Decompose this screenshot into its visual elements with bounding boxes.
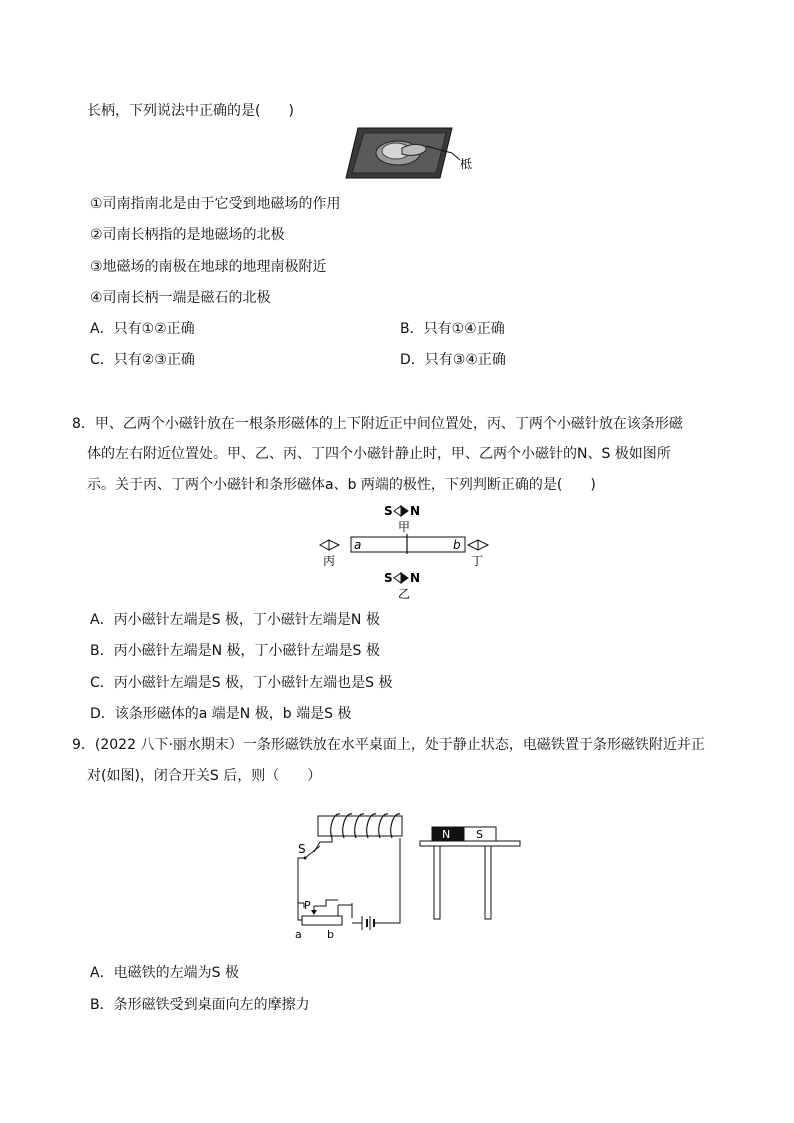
bar-magnet: [351, 537, 465, 552]
sinan-figure: [340, 124, 485, 184]
compass-jia-s: S: [384, 504, 393, 518]
slider-label: P: [304, 899, 311, 912]
q9-option-a[interactable]: A．电磁铁的左端为S 极: [90, 965, 239, 981]
q8-stem-line-1: 8．甲、乙两个小磁针放在一根条形磁体的上下附近正中间位置处，丙、丁两个小磁针放在该条形磁: [72, 416, 683, 432]
electromagnet-circuit-figure: [290, 808, 525, 943]
bar-magnet-s-label: S: [476, 828, 483, 841]
table-leg-left: [434, 846, 440, 919]
q8-option-d[interactable]: D．该条形磁体的a 端是N 极，b 端是S 极: [90, 706, 352, 722]
rheostat-slider[interactable]: [311, 910, 317, 915]
switch-blade[interactable]: [305, 846, 320, 858]
compass-bing-needle: [320, 540, 329, 550]
compass-yi-s: S: [384, 571, 393, 585]
q8-option-b[interactable]: B．丙小磁针左端是N 极，丁小磁针左端是S 极: [90, 643, 380, 659]
table-leg-right: [485, 846, 491, 919]
q9-stem-line-2: 对(如图)，闭合开关S 后，则（ ）: [87, 768, 322, 784]
q7-option-a[interactable]: A．只有①②正确: [90, 321, 195, 337]
magnet-end-b: b: [453, 538, 461, 552]
q8-stem-line-3: 示。关于丙、丁两个小磁针和条形磁体a、b 两端的极性，下列判断正确的是( ): [87, 477, 596, 493]
compass-yi-needle: [394, 573, 401, 583]
q7-statement-4: ④司南长柄一端是磁石的北极: [90, 290, 271, 306]
compass-jia-name: 甲: [398, 520, 411, 534]
q7-statement-3: ③地磁场的南极在地球的地理南极附近: [90, 259, 327, 275]
q7-stem-tail: 长柄，下列说法中正确的是( ): [87, 103, 294, 119]
compass-ding-needle: [468, 540, 478, 550]
bar-magnet-figure: [316, 502, 498, 600]
rheostat-end-a: a: [295, 928, 302, 941]
q7-option-c[interactable]: C．只有②③正确: [90, 352, 195, 368]
sinan-handle-label: 柢: [460, 157, 473, 171]
compass-yi-name: 乙: [398, 587, 411, 600]
q7-option-d[interactable]: D．只有③④正确: [400, 352, 506, 368]
compass-jia-needle: [394, 506, 401, 516]
compass-ding-name: 丁: [471, 554, 484, 568]
q8-option-a[interactable]: A．丙小磁针左端是S 极，丁小磁针左端是N 极: [90, 612, 380, 628]
q7-option-b[interactable]: B．只有①④正确: [400, 321, 505, 337]
compass-bing-name: 丙: [323, 554, 336, 568]
q7-statement-1: ①司南指南北是由于它受到地磁场的作用: [90, 196, 341, 212]
compass-jia-n: N: [410, 504, 421, 518]
q8-option-c[interactable]: C．丙小磁针左端是S 极，丁小磁针左端也是S 极: [90, 675, 393, 691]
bar-magnet-n-label: N: [442, 828, 451, 841]
table-top: [420, 841, 520, 846]
rheostat[interactable]: [302, 916, 342, 925]
q8-stem-line-2: 体的左右附近位置处。甲、乙、丙、丁四个小磁针静止时，甲、乙两个小磁针的N、S 极如图所: [87, 446, 671, 462]
q9-stem-line-1: 9．(2022 八下·丽水期末）一条形磁铁放在水平桌面上，处于静止状态，电磁铁置于条形磁铁附近并正: [72, 737, 705, 753]
magnet-end-a: a: [354, 538, 362, 552]
rheostat-end-b: b: [327, 928, 334, 941]
compass-yi-n: N: [410, 571, 421, 585]
q9-option-b[interactable]: B．条形磁铁受到桌面向左的摩擦力: [90, 997, 310, 1013]
q7-statement-2: ②司南长柄指的是地磁场的北极: [90, 227, 285, 243]
switch-label: S: [298, 842, 306, 856]
